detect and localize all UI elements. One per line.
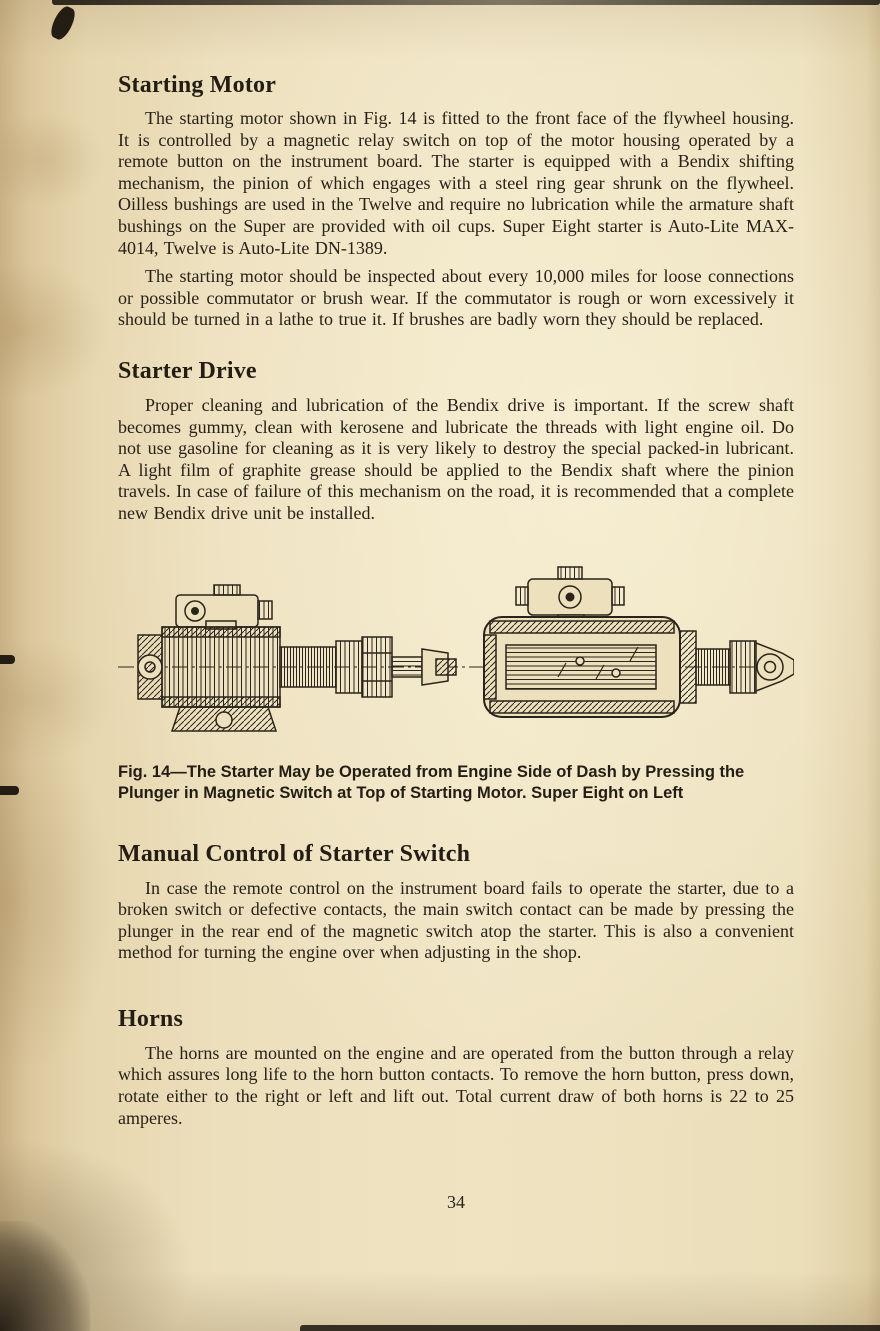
scan-edge-top [52,0,880,5]
binding-mark-top-left [47,4,78,42]
binding-tick-left-lower [0,786,19,795]
heading-manual-control: Manual Control of Starter Switch [118,840,471,867]
page-content [118,0,794,1129]
starter-motor-illustration [118,565,794,750]
paragraph-starting-motor-2: The starting motor should be inspected about every 10,000 miles for loose connections or possible commutator or brush wear. If the commutator is rough or worn excessively it should be turned in a lathe to true it. If brushes are badly worn they should be replaced. [118,266,794,330]
paragraph-starting-motor-1: The starting motor shown in Fig. 14 is fitted to the front face of the flywheel housing. It is controlled by a magnetic relay switch on top of the motor housing operated by a remote button on the instrument board. The starter is equipped with a Bendix shifting mechanism, the pinion of which engages with a steel ring gear shrunk on the flywheel. Oilless bushings are used in the Twelve and require no lubrication while the armature shaft bushings on the Super are provided with oil cups. Super Eight starter is Auto-Lite MAX-4014, Twelve is Auto-Lite DN-1389. [118,108,794,258]
paragraph-manual-control: In case the remote control on the instrument board fails to operate the starter, due to a broken switch or defective contacts, the main switch contact can be made by pressing the plunger in the rear end of the magnetic switch atop the starter. This is also a convenient method for turning the engine over when adjusting in the shop. [118,877,794,963]
figure [118,565,794,805]
binding-tick-left-upper [0,655,15,664]
page-number: 34 [447,1192,465,1212]
scan-shadow-bottom-left [0,1221,90,1331]
figure-caption: Fig. 14—The Starter May be Operated from Engine Side of Dash by Pressing the Plunger in Magnetic Switch at Top of Starting Motor. Super Eight on Left [118,762,745,802]
heading-horns: Horns [118,1005,184,1032]
paragraph-starter-drive: Proper cleaning and lubrication of the Bendix drive is important. If the screw shaft becomes gummy, clean with kerosene and lubricate the threads with light engine oil. Do not use gasoline for cleaning as it is very likely to destroy the special packed-in lubricant. A light film of graphite grease should be applied to the Bendix shaft where the pinion travels. In case of failure of this mechanism on the road, it is recommended that a complete new Bendix drive unit be installed. [118,394,794,523]
scan-edge-bottom [300,1325,880,1331]
paragraph-horns: The horns are mounted on the engine and are operated from the button through a relay which assures long life to the horn button contacts. To remove the horn button, press down, rotate either to the right or left and lift out. Total current draw of both horns is 22 to 25 amperes. [118,1042,794,1128]
heading-starting-motor: Starting Motor [118,72,277,98]
heading-starter-drive: Starter Drive [118,357,257,384]
